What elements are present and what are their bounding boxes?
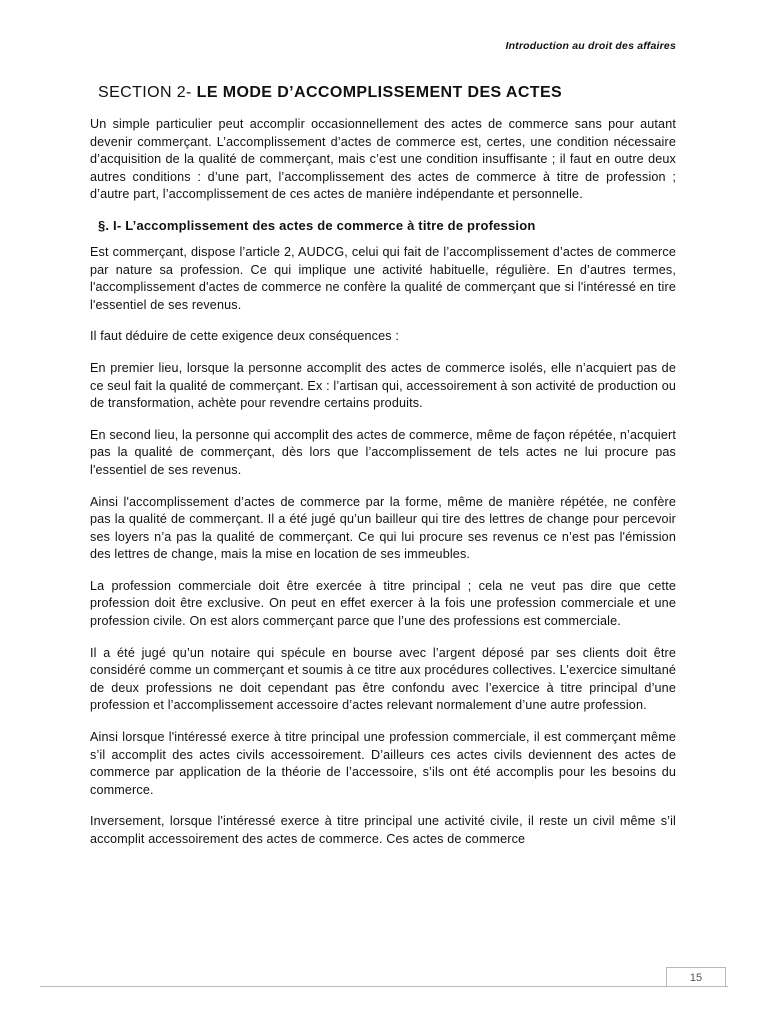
footer-divider [40,986,728,987]
section-title [98,84,676,102]
intro-paragraph: Un simple particulier peut accomplir occasionnellement des actes de commerce sans pour autant devenir commerçant. L’accomplissement d’actes de commerce est, certes, une condition nécessaire d’acquisition de la qualité de commerçant, mais c’est une condition insuffisante ; il faut en outre deux autres conditions : d’une part, l’accomplissement des actes de commerce à titre de profession ; d’autre part, l’accomplissement de ces actes de manière indépendante et personnelle. [90,117,676,202]
body-paragraph: Il a été jugé qu’un notaire qui spécule en bourse avec l’argent déposé par ses clients doit être considéré comme un commerçant et soumis à ce titre aux procédures collectives. L’exercice simultané de deux professions ne doit cependant pas être confondu avec l’exercice à titre principal d’une profession et l’accomplissement accessoire d’actes relevant normalement d’une autre profession. [90,645,677,713]
section-heading-text: LE MODE D’ACCOMPLISSEMENT DES ACTES [196,84,563,101]
page-body [90,84,676,863]
body-paragraph: En second lieu, la personne qui accomplit des actes de commerce, même de façon répétée, n’acquiert pas la qualité de commerçant, dès lors que l’accomplissement de tels actes ne lui procure pas l'essentiel de ses revenus. [90,427,676,477]
body-paragraph: Ainsi l'accomplissement d’actes de commerce par la forme, même de manière répétée, ne confère pas la qualité de commerçant. Il a été jugé qu’un bailleur qui tire des lettres de change pour percevoir ses loyers n’a pas la qualité de commerçant. Ce qui lui procure ses revenus ce n’est pas l'émission des lettres de change, mais la mise en location de ses immeubles. [90,494,676,562]
body-paragraph: Ainsi lorsque l'intéressé exerce à titre principal une profession commerciale, il est commerçant même s’il accomplit des actes civils accessoirement. D’ailleurs ces actes civils deviennent des actes de commerce par application de la théorie de l’accessoire, s’ils ont été accomplis pour les besoins du commerce. [90,730,676,797]
body-paragraph: La profession commerciale doit être exercée à titre principal ; cela ne veut pas dire que cette profession doit être exclusive. On peut en effet exercer à la fois une profession commerciale et une profession civile. On est alors commerçant parce que l’une des professions est commerciale. [90,578,676,629]
running-header: Introduction au droit des affaires [505,40,676,52]
body-paragraph: Est commerçant, dispose l’article 2, AUDCG, celui qui fait de l’accomplissement d’actes de commerce par nature sa profession. Ce qui implique une activité habituelle, régulière. En d’autres termes, l'accomplissement d'actes de commerce ne confère la qualité de commerçant que si l'intéressé en tire l'essentiel de ses revenus. [90,244,676,312]
body-paragraph: Il faut déduire de cette exigence deux conséquences : [90,329,400,344]
body-paragraph: En premier lieu, lorsque la personne accomplit des actes de commerce isolés, elle n’acquiert pas de ce seul fait la qualité de commerçant. Ex : l’artisan qui, accessoirement à son activité de production ou de transformation, achète pour revendre certains produits. [90,360,676,411]
body-paragraph: Inversement, lorsque l'intéressé exerce à titre principal une activité civile, il reste un civil même s’il accomplit accessoirement des actes de commerce. Ces actes de commerce [90,814,676,846]
section-number: SECTION 2- [98,84,192,101]
page-number: 15 [666,967,726,987]
subsection-heading: §. I- L’accomplissement des actes de commerce à titre de profession [98,217,536,233]
